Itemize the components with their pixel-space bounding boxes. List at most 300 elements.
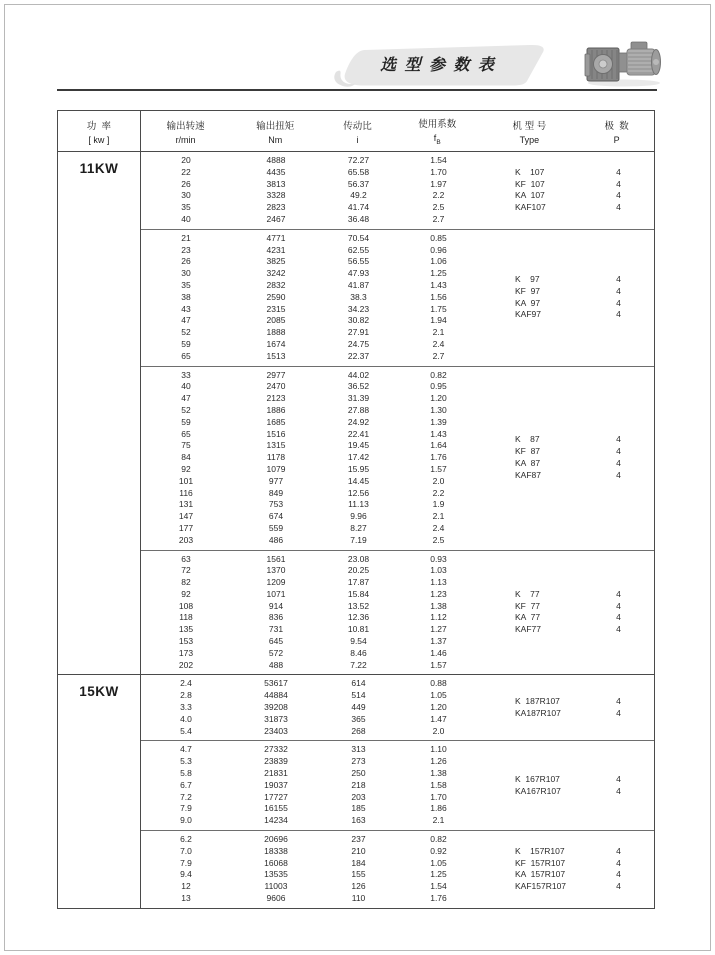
torque-cell: 572 [268,647,284,658]
ratio-cell: 268 [351,725,366,736]
torque-cell: 559 [268,522,284,533]
ratio-cell: 36.48 [347,213,370,224]
type-row [481,298,656,310]
torque-cell: 486 [268,534,284,545]
speed-cell: 30 [181,268,191,279]
ratio-cell: 20.25 [347,565,370,576]
factor-cell: 0.93 [430,553,447,564]
speed-cell: 131 [178,499,194,510]
factor-cell: 2.1 [432,327,445,338]
power-section [58,152,654,674]
speed-cell: 38 [181,291,191,302]
torque-cell: 4888 [266,155,286,165]
torque-cell: 3242 [266,268,286,279]
ratio-cell: 7.19 [350,534,367,545]
torque-cell: 17727 [264,791,288,802]
type-group [481,230,656,366]
speed-cell: 26 [181,178,191,189]
speed-cell: 92 [181,463,191,474]
ratio-cell: 22.37 [347,350,370,361]
factor-cell: 1.20 [430,393,447,404]
torque-cell: 2590 [266,291,286,302]
gear-block [141,550,654,675]
factor-cell: 2.1 [432,511,445,522]
model-type: K 187R107 [515,696,560,707]
model-type: K 77 [515,588,540,599]
type-row [481,434,656,446]
factor-cell: 1.43 [430,279,447,290]
factor-cell: 1.37 [430,636,447,647]
torque-cell: 1888 [266,327,286,338]
speed-cell: 3.3 [180,702,192,713]
poles-value: 4 [616,434,621,445]
speed-cell: 63 [181,553,191,564]
poles-value: 4 [616,624,621,635]
ratio-cell: 44.02 [347,369,370,380]
speed-cell: 116 [179,487,193,498]
col-header-power: 功 率 [ kw ] [58,111,141,151]
factor-cell: 1.76 [430,452,447,463]
ratio-cell: 36.52 [347,381,370,392]
speed-cell: 52 [181,404,191,415]
speed-cell: 22 [181,166,191,177]
factor-cell: 1.10 [430,744,447,755]
speed-cell: 9.4 [180,869,192,880]
ratio-cell: 30.82 [347,315,370,326]
speed-cell: 35 [181,202,191,213]
speed-cell: 153 [178,636,194,647]
speed-cell: 30 [181,190,191,201]
speed-cell: 108 [178,600,194,611]
type-row [481,202,656,214]
poles-value: 4 [616,881,621,892]
ratio-cell: 614 [351,678,366,689]
ratio-cell: 19.45 [347,440,370,451]
factor-cell: 2.1 [432,815,445,826]
col-header-torque: 输出扭矩 Nm [256,120,295,145]
type-row [481,286,656,298]
ratio-cell: 10.81 [347,624,370,635]
factor-cell: 2.7 [432,213,445,224]
torque-cell: 14234 [264,815,288,826]
type-row [481,190,656,202]
power-section [58,674,654,907]
factor-cell: 1.94 [430,315,447,326]
poles-value: 4 [616,309,621,320]
ratio-cell: 155 [351,869,366,880]
factor-cell: 1.64 [430,440,447,451]
speed-cell: 7.2 [180,791,192,802]
model-type: KA 77 [515,612,541,623]
poles-value: 4 [616,707,621,718]
ratio-cell: 9.54 [350,636,367,647]
factor-cell: 1.27 [430,624,447,635]
torque-cell: 2470 [266,381,286,392]
poles-value: 4 [616,773,621,784]
gear-block [141,229,654,366]
torque-cell: 3825 [266,256,286,267]
model-type: K 157R107 [515,845,565,856]
speed-cell: 21 [181,232,191,243]
ratio-cell: 273 [351,756,366,767]
factor-cell: 1.25 [430,869,447,880]
poles-value: 4 [616,166,621,177]
poles-value: 4 [616,178,621,189]
ratio-cell: 365 [351,713,366,724]
gear-block [141,740,654,830]
selection-table [57,110,655,909]
speed-cell: 7.0 [180,845,192,856]
type-row [481,708,656,720]
model-type: KA 107 [515,190,545,201]
torque-cell: 1674 [266,338,286,349]
torque-cell: 2467 [266,213,286,224]
factor-cell: 1.58 [430,779,447,790]
type-group [481,741,656,830]
model-type: KA 97 [515,297,541,308]
speed-cell: 12 [181,881,191,892]
torque-cell: 4435 [266,166,286,177]
model-type: KAF107 [515,202,546,213]
model-type: K 167R107 [515,773,560,784]
poles-value: 4 [616,785,621,796]
torque-cell: 27332 [264,744,288,755]
speed-cell: 82 [181,577,191,588]
torque-cell: 3813 [266,178,286,189]
poles-value: 4 [616,845,621,856]
type-row [481,589,656,601]
speed-cell: 173 [178,647,194,658]
factor-cell: 2.5 [432,202,445,213]
type-row [481,846,656,858]
speed-cell: 6.2 [180,834,192,845]
speed-cell: 147 [178,511,194,522]
model-type: KA 87 [515,458,541,469]
ratio-cell: 24.75 [347,338,370,349]
torque-cell: 1209 [266,577,286,588]
speed-cell: 43 [181,303,191,314]
type-group [481,831,656,908]
type-row [481,858,656,870]
ratio-cell: 14.45 [347,475,370,486]
type-row [481,458,656,470]
ratio-cell: 218 [351,779,366,790]
poles-value: 4 [616,446,621,457]
power-label: 15KW [58,675,141,907]
factor-cell: 1.86 [430,803,447,814]
ratio-cell: 17.87 [347,577,370,588]
speed-cell: 52 [181,327,191,338]
ratio-cell: 65.58 [347,166,370,177]
type-row [481,309,656,321]
torque-cell: 23403 [264,725,288,736]
ratio-cell: 38.3 [350,291,367,302]
torque-cell: 1561 [266,553,286,564]
ratio-cell: 449 [351,702,366,713]
model-type: KAF97 [515,309,541,320]
speed-cell: 5.8 [180,768,192,779]
factor-cell: 0.95 [430,381,447,392]
torque-cell: 1516 [266,428,286,439]
model-type: K 87 [515,434,540,445]
type-row [481,774,656,786]
ratio-cell: 41.87 [347,279,370,290]
poles-value: 4 [616,588,621,599]
torque-cell: 1315 [266,440,286,451]
col-header-type: 机 型 号 Type [512,120,547,145]
torque-cell: 23839 [264,756,288,767]
model-type: KF 157R107 [515,857,566,868]
ratio-cell: 12.56 [347,487,370,498]
factor-cell: 1.03 [430,565,447,576]
poles-value: 4 [616,274,621,285]
speed-cell: 9.0 [180,815,192,826]
type-row [481,624,656,636]
factor-cell: 2.2 [432,487,445,498]
torque-cell: 2823 [266,202,286,213]
torque-cell: 4231 [266,244,286,255]
factor-cell: 1.30 [430,404,447,415]
speed-cell: 4.0 [180,713,192,724]
model-type: KAF87 [515,469,541,480]
poles-value: 4 [616,202,621,213]
ratio-cell: 8.46 [350,647,367,658]
torque-cell: 1513 [266,350,286,361]
ratio-cell: 8.27 [350,522,367,533]
torque-cell: 11003 [264,881,288,892]
factor-cell: 1.70 [430,166,447,177]
ratio-cell: 27.88 [347,404,370,415]
torque-cell: 674 [268,511,284,522]
torque-cell: 836 [268,612,284,623]
gear-block [141,152,654,229]
type-group [481,152,656,229]
factor-cell: 1.38 [430,600,447,611]
torque-cell: 2977 [266,369,286,380]
speed-cell: 20 [181,155,191,165]
table-header [58,111,654,152]
factor-cell: 2.0 [432,725,445,736]
factor-cell: 2.0 [432,475,445,486]
speed-cell: 118 [179,612,193,623]
speed-cell: 177 [178,522,194,533]
torque-cell: 2085 [266,315,286,326]
torque-cell: 16068 [264,857,288,868]
ratio-cell: 49.2 [350,190,367,201]
speed-cell: 2.8 [180,690,192,701]
ratio-cell: 163 [351,815,366,826]
torque-cell: 9606 [266,893,286,904]
ratio-cell: 31.39 [347,393,370,404]
type-row [481,446,656,458]
torque-cell: 19037 [264,779,288,790]
ratio-cell: 250 [351,768,366,779]
ratio-cell: 15.95 [347,463,370,474]
speed-cell: 4.7 [180,744,192,755]
col-header-service-factor: 使用系数 $f_B$ [418,119,457,146]
torque-cell: 2123 [266,393,286,404]
speed-cell: 33 [181,369,191,380]
poles-value: 4 [616,696,621,707]
ratio-cell: 13.52 [347,600,370,611]
speed-cell: 84 [181,452,191,463]
speed-cell: 101 [178,475,194,486]
col-header-speed: 输出转速 r/min [166,120,205,145]
type-group [481,675,656,740]
type-row [481,179,656,191]
ratio-cell: 184 [351,857,366,868]
factor-cell: 1.47 [430,713,447,724]
factor-cell: 0.88 [430,678,447,689]
torque-cell: 731 [268,624,284,635]
torque-cell: 31873 [264,713,288,724]
speed-cell: 202 [178,659,194,670]
model-type: KF 107 [515,178,545,189]
speed-cell: 6.7 [180,779,192,790]
ratio-cell: 23.08 [347,553,370,564]
ratio-blocks [141,675,654,907]
ratio-cell: 34.23 [347,303,370,314]
ratio-cell: 203 [351,791,366,802]
model-type: KA 157R107 [515,869,566,880]
speed-cell: 135 [178,624,194,635]
gearmotor-illustration [584,36,670,88]
factor-cell: 1.25 [430,268,447,279]
gearmotor-photo-icon [584,36,670,88]
poles-value: 4 [616,458,621,469]
speed-cell: 47 [181,315,191,326]
torque-cell: 53617 [264,678,288,689]
torque-cell: 39208 [264,702,288,713]
factor-cell: 1.06 [430,256,447,267]
torque-cell: 2832 [266,279,286,290]
speed-cell: 59 [181,338,191,349]
speed-cell: 35 [181,279,191,290]
ratio-cell: 22.41 [347,428,370,439]
torque-cell: 18338 [264,845,288,856]
factor-cell: 1.26 [430,756,447,767]
factor-cell: 0.82 [430,834,447,845]
torque-cell: 1079 [266,463,286,474]
factor-cell: 1.23 [430,588,447,599]
poles-value: 4 [616,285,621,296]
ratio-cell: 15.84 [347,588,370,599]
torque-cell: 1685 [266,416,286,427]
factor-cell: 0.92 [430,845,447,856]
torque-cell: 4771 [266,232,286,243]
type-group [481,367,656,550]
factor-cell: 1.43 [430,428,447,439]
torque-cell: 1178 [266,452,286,463]
poles-value: 4 [616,612,621,623]
torque-cell: 3328 [266,190,286,201]
factor-cell: 2.2 [432,190,445,201]
speed-cell: 7.9 [180,803,192,814]
ratio-cell: 12.36 [347,612,370,623]
torque-cell: 21831 [264,768,288,779]
poles-value: 4 [616,469,621,480]
type-row [481,881,656,893]
torque-cell: 488 [268,659,284,670]
torque-cell: 20696 [264,834,288,845]
factor-cell: 1.57 [430,659,447,670]
ratio-cell: 185 [351,803,366,814]
model-type: K 97 [515,274,540,285]
model-type: KAF77 [515,624,541,635]
ratio-cell: 11.13 [348,499,369,510]
ratio-cell: 126 [351,881,366,892]
speed-cell: 203 [178,534,194,545]
gear-block [141,366,654,550]
col-header-ratio: 传动比 i [343,120,372,145]
speed-cell: 5.3 [180,756,192,767]
ratio-cell: 514 [351,690,366,701]
type-group [481,551,656,675]
col-header-poles: 极 数 P [604,120,629,145]
title-banner [330,42,558,90]
factor-cell: 2.5 [432,534,445,545]
factor-cell: 1.70 [430,791,447,802]
model-type: KA167R107 [515,785,561,796]
model-type: KA187R107 [515,707,561,718]
poles-value: 4 [616,297,621,308]
factor-cell: 1.97 [430,178,447,189]
torque-cell: 1370 [266,565,286,576]
ratio-cell: 9.96 [350,511,367,522]
factor-cell: 2.4 [432,522,445,533]
speed-cell: 92 [181,588,191,599]
table-body [58,152,654,908]
model-type: KF 97 [515,285,541,296]
ratio-cell: 110 [351,893,366,904]
ratio-cell: 56.37 [347,178,370,189]
factor-cell: 1.76 [430,893,447,904]
factor-cell: 1.13 [430,577,447,588]
ratio-cell: 24.92 [347,416,370,427]
type-row [481,612,656,624]
torque-cell: 914 [268,600,284,611]
factor-cell: 2.7 [432,350,445,361]
speed-cell: 40 [181,381,191,392]
factor-cell: 0.82 [430,369,447,380]
factor-cell: 0.85 [430,232,447,243]
type-row [481,696,656,708]
torque-cell: 753 [268,499,284,510]
factor-cell: 1.05 [430,690,447,701]
speed-cell: 72 [181,565,191,576]
factor-cell: 1.9 [432,499,445,510]
speed-cell: 75 [181,440,191,451]
model-type: KF 87 [515,446,541,457]
factor-cell: 1.38 [430,768,447,779]
factor-cell: 1.39 [430,416,447,427]
factor-cell: 1.46 [430,647,447,658]
speed-cell: 59 [181,416,191,427]
ratio-cell: 56.55 [347,256,370,267]
ratio-cell: 41.74 [347,202,370,213]
factor-cell: 1.20 [430,702,447,713]
type-row [481,470,656,482]
speed-cell: 5.4 [180,725,192,736]
ratio-cell: 72.27 [347,155,370,165]
speed-cell: 7.9 [180,857,192,868]
type-row [481,601,656,613]
ratio-cell: 313 [351,744,366,755]
page-title: 选 型 参 数 表 [380,57,496,74]
torque-cell: 2315 [266,303,286,314]
header-rule [57,89,657,91]
ratio-blocks [141,152,654,674]
